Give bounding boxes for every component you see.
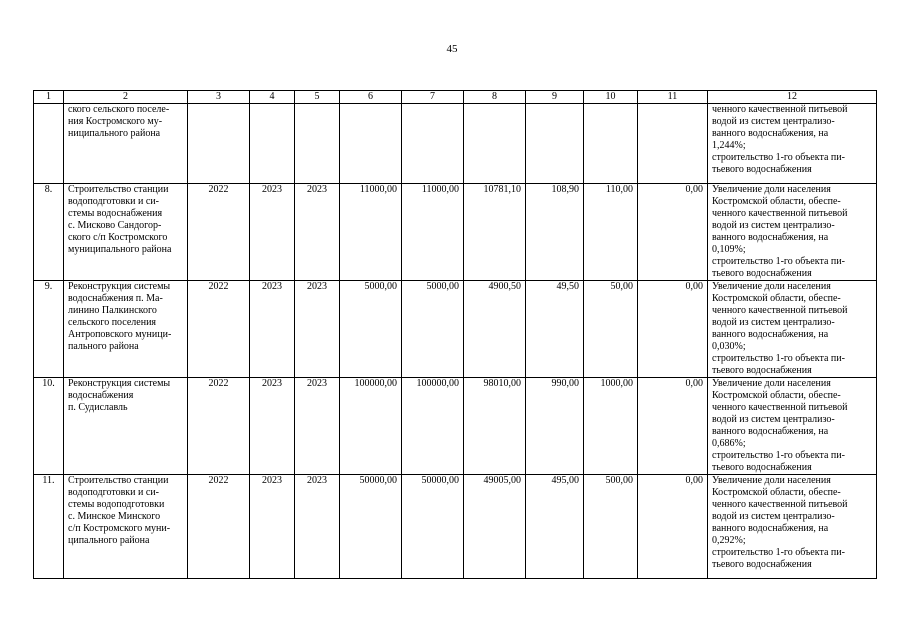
header-cell: 7 <box>402 91 464 104</box>
result-line: строительство 1-го объекта пи- <box>712 353 845 364</box>
object-name <box>64 184 188 281</box>
value-col7: 11000,00 <box>402 184 464 281</box>
value-col6: 11000,00 <box>340 184 402 281</box>
header-cell: 3 <box>188 91 250 104</box>
result-line: ченного качественной питьевой <box>712 402 848 413</box>
header-cell: 2 <box>64 91 188 104</box>
result-line: ченного качественной питьевой <box>712 305 848 316</box>
row-number: 9. <box>34 281 64 378</box>
row-number <box>34 104 64 184</box>
result-line: Увеличение доли населения <box>712 475 831 486</box>
header-cell: 8 <box>464 91 526 104</box>
year-end: 2023 <box>250 184 295 281</box>
result-line: 0,686%; <box>712 438 746 449</box>
result-line: Костромской области, обеспе- <box>712 390 841 401</box>
table-row <box>34 184 877 281</box>
header-cell: 10 <box>584 91 638 104</box>
object-name <box>64 475 188 579</box>
object-name <box>64 378 188 475</box>
result-line: водой из систем централизо- <box>712 116 835 127</box>
year-start: 2022 <box>188 378 250 475</box>
object-name-line: Строительство станции <box>68 475 169 486</box>
value-col10: 50,00 <box>584 281 638 378</box>
object-name-line: стемы водоснабжения <box>68 208 163 219</box>
year-commission: 2023 <box>295 184 340 281</box>
result-line: ванного водоснабжения, на <box>712 523 829 534</box>
row-number: 11. <box>34 475 64 579</box>
object-name-line: п. Судиславль <box>68 402 128 413</box>
row-number: 10. <box>34 378 64 475</box>
value-col8: 49005,00 <box>464 475 526 579</box>
value-col9: 495,00 <box>526 475 584 579</box>
object-name-line: стемы водоподготовки <box>68 499 165 510</box>
value-col6: 50000,00 <box>340 475 402 579</box>
expected-result <box>708 104 877 184</box>
value-col7: 50000,00 <box>402 475 464 579</box>
value-col8 <box>464 104 526 184</box>
result-line: водой из систем централизо- <box>712 317 835 328</box>
table-row <box>34 475 877 579</box>
expected-result <box>708 184 877 281</box>
value-col9: 108,90 <box>526 184 584 281</box>
row-number: 8. <box>34 184 64 281</box>
header-cell: 1 <box>34 91 64 104</box>
value-col6: 100000,00 <box>340 378 402 475</box>
value-col11: 0,00 <box>638 475 708 579</box>
result-line: Костромской области, обеспе- <box>712 196 841 207</box>
object-name-line: ского сельского поселе- <box>68 104 170 115</box>
result-line: ванного водоснабжения, на <box>712 426 829 437</box>
value-col8: 4900,50 <box>464 281 526 378</box>
expected-result <box>708 475 877 579</box>
result-line: водой из систем централизо- <box>712 220 835 231</box>
object-name-line: ниципального района <box>68 128 161 139</box>
result-line: тьевого водоснабжения <box>712 365 812 376</box>
object-name-line: водоснабжения <box>68 390 134 401</box>
value-col9: 990,00 <box>526 378 584 475</box>
object-name-line: водоснабжения п. Ма- <box>68 293 163 304</box>
object-name-line: водоподготовки и си- <box>68 196 159 207</box>
object-name-line: Строительство станции <box>68 184 169 195</box>
result-line: водой из систем централизо- <box>712 511 835 522</box>
table-row <box>34 281 877 378</box>
result-line: Увеличение доли населения <box>712 281 831 292</box>
result-line: Увеличение доли населения <box>712 184 831 195</box>
result-line: тьевого водоснабжения <box>712 462 812 473</box>
result-line: 0,109%; <box>712 244 746 255</box>
result-line: тьевого водоснабжения <box>712 164 812 175</box>
year-start: 2022 <box>188 184 250 281</box>
header-row <box>34 91 877 104</box>
object-name-line: муниципального района <box>68 244 172 255</box>
result-line: тьевого водоснабжения <box>712 268 812 279</box>
header-cell: 9 <box>526 91 584 104</box>
header-cell: 4 <box>250 91 295 104</box>
object-name <box>64 104 188 184</box>
table-row <box>34 378 877 475</box>
result-line: 0,292%; <box>712 535 746 546</box>
result-line: ванного водоснабжения, на <box>712 232 829 243</box>
value-col7: 5000,00 <box>402 281 464 378</box>
year-start: 2022 <box>188 475 250 579</box>
value-col10 <box>584 104 638 184</box>
year-commission: 2023 <box>295 475 340 579</box>
object-name-line: линино Палкинского <box>68 305 157 316</box>
object-name-line: пального района <box>68 341 139 352</box>
result-line: ванного водоснабжения, на <box>712 329 829 340</box>
value-col10: 500,00 <box>584 475 638 579</box>
header-cell: 5 <box>295 91 340 104</box>
object-name-line: с/п Костромского муни- <box>68 523 171 534</box>
expected-result <box>708 281 877 378</box>
value-col11: 0,00 <box>638 184 708 281</box>
result-line: строительство 1-го объекта пи- <box>712 547 845 558</box>
object-name-line: Реконструкция системы <box>68 281 171 292</box>
value-col11: 0,00 <box>638 281 708 378</box>
value-col9: 49,50 <box>526 281 584 378</box>
object-name-line: с. Минское Минского <box>68 511 161 522</box>
object-name-line: водоподготовки и си- <box>68 487 159 498</box>
result-line: Костромской области, обеспе- <box>712 293 841 304</box>
result-line: ченного качественной питьевой <box>712 208 848 219</box>
page-number: 45 <box>446 43 458 55</box>
year-end: 2023 <box>250 281 295 378</box>
object-name-line: с. Мисково Сандогор- <box>68 220 162 231</box>
result-line: строительство 1-го объекта пи- <box>712 152 845 163</box>
object-name-line: сельского поселения <box>68 317 157 328</box>
value-col7 <box>402 104 464 184</box>
value-col11 <box>638 104 708 184</box>
header-cell: 11 <box>638 91 708 104</box>
result-line: ванного водоснабжения, на <box>712 128 829 139</box>
year-start: 2022 <box>188 281 250 378</box>
result-line: Костромской области, обеспе- <box>712 487 841 498</box>
result-line: Увеличение доли населения <box>712 378 831 389</box>
value-col8: 98010,00 <box>464 378 526 475</box>
result-line: строительство 1-го объекта пи- <box>712 450 845 461</box>
value-col10: 1000,00 <box>584 378 638 475</box>
result-line: строительство 1-го объекта пи- <box>712 256 845 267</box>
value-col6: 5000,00 <box>340 281 402 378</box>
program-table <box>33 90 877 579</box>
year-end: 2023 <box>250 475 295 579</box>
result-line: тьевого водоснабжения <box>712 559 812 570</box>
object-name-line: Антроповского муници- <box>68 329 172 340</box>
value-col10: 110,00 <box>584 184 638 281</box>
result-line: водой из систем централизо- <box>712 414 835 425</box>
header-cell: 12 <box>708 91 877 104</box>
year-end: 2023 <box>250 378 295 475</box>
expected-result <box>708 378 877 475</box>
result-line: ченного качественной питьевой <box>712 499 848 510</box>
year-commission: 2023 <box>295 281 340 378</box>
year-commission: 2023 <box>295 378 340 475</box>
year-end <box>250 104 295 184</box>
table-row-continuation <box>34 104 877 184</box>
object-name-line: ципального района <box>68 535 150 546</box>
object-name <box>64 281 188 378</box>
value-col7: 100000,00 <box>402 378 464 475</box>
result-line: ченного качественной питьевой <box>712 104 848 115</box>
header-cell: 6 <box>340 91 402 104</box>
year-start <box>188 104 250 184</box>
object-name-line: Реконструкция системы <box>68 378 171 389</box>
value-col11: 0,00 <box>638 378 708 475</box>
object-name-line: ского с/п Костромского <box>68 232 168 243</box>
result-line: 1,244%; <box>712 140 746 151</box>
value-col9 <box>526 104 584 184</box>
value-col8: 10781,10 <box>464 184 526 281</box>
value-col6 <box>340 104 402 184</box>
year-commission <box>295 104 340 184</box>
object-name-line: ния Костромского му- <box>68 116 163 127</box>
result-line: 0,030%; <box>712 341 746 352</box>
